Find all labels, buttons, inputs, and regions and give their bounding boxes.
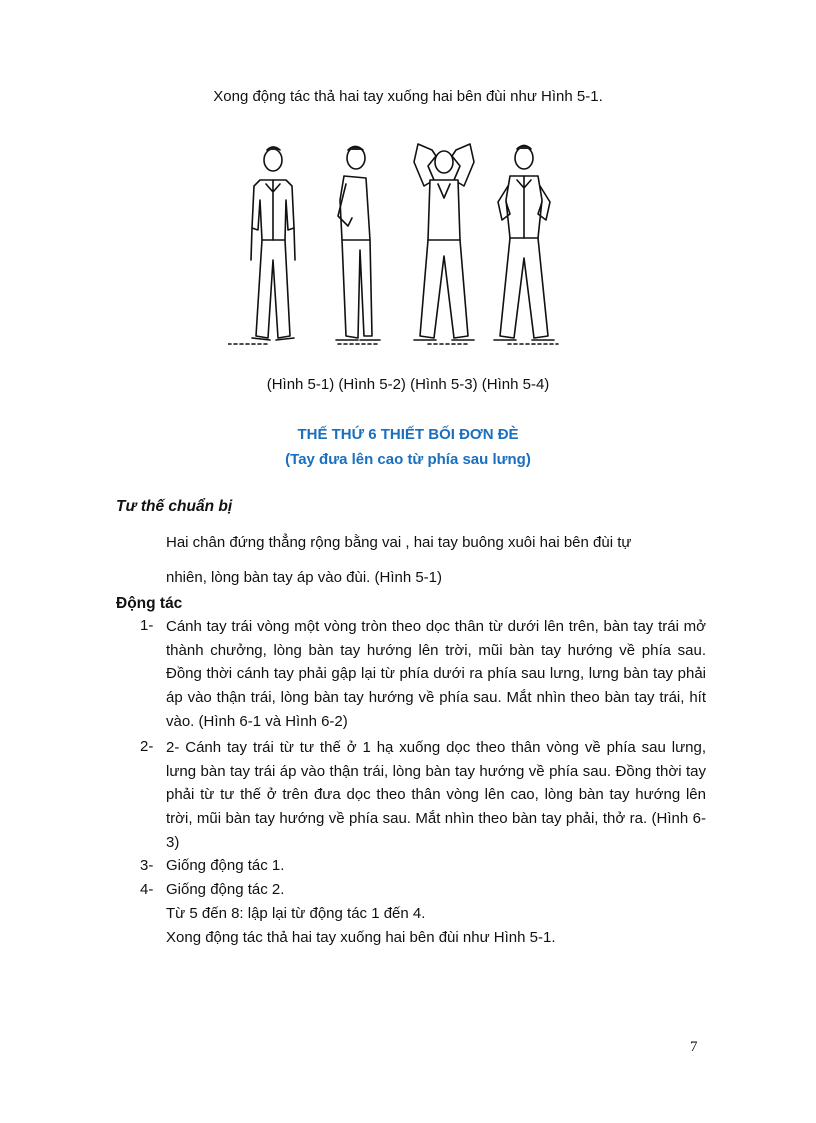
closing-line: Xong động tác thả hai tay xuống hai bên đùi như Hình 5-1. bbox=[166, 929, 556, 946]
preparation-heading: Tư thế chuẩn bị bbox=[116, 498, 233, 515]
figure-5-1 bbox=[251, 147, 295, 340]
section-subtitle: (Tay đưa lên cao từ phía sau lưng) bbox=[285, 451, 531, 468]
figure-captions: (Hình 5-1) (Hình 5-2) (Hình 5-3) (Hình 5-4) bbox=[266, 376, 550, 393]
item-number: 3- bbox=[140, 857, 154, 874]
item-number: 1- bbox=[140, 617, 154, 634]
preparation-line-2: nhiên, lòng bàn tay áp vào đùi. (Hình 5-1) bbox=[166, 569, 443, 586]
figure-5-4 bbox=[494, 146, 554, 341]
four-standing-men-illustration-icon bbox=[228, 140, 578, 348]
item-text: 2- Cánh tay trái từ tư thế ở 1 hạ xuống dọc theo thân vòng về phía sau lưng, lưng bàn tay trái áp vào thận trái, lòng bàn tay hướng về phía sau. Đồng thời tay phải từ tư thế ở trên đưa dọc theo thân vòng lên cao, lòng bàn tay hướng lên trời, mũi bàn tay hướng về phía sau. Mắt nhìn theo bàn tay phải, thở ra. (Hình 6-3) bbox=[166, 739, 706, 851]
section-title: THẾ THỨ 6 THIẾT BỐI ĐƠN ĐÈ bbox=[297, 426, 519, 443]
preparation-line-1: Hai chân đứng thẳng rộng bằng vai , hai tay buông xuôi hai bên đùi tự bbox=[166, 534, 632, 551]
item-text: Giống động tác 2. bbox=[166, 881, 285, 898]
intro-line: Xong động tác thả hai tay xuống hai bên đùi như Hình 5-1. bbox=[213, 88, 603, 105]
figure-5-2 bbox=[336, 147, 380, 341]
actions-heading: Động tác bbox=[116, 595, 183, 612]
item-text: Giống động tác 1. bbox=[166, 857, 285, 874]
repeat-line: Từ 5 đến 8: lập lại từ động tác 1 đến 4. bbox=[166, 905, 426, 922]
item-text: Cánh tay trái vòng một vòng tròn theo dọc thân từ dưới lên trên, bàn tay trái mở thành chưởng, lòng bàn tay hướng lên trời, mũi bàn tay hướng về phía sau. Đồng thời cánh tay phải gập lại từ phía dưới ra phía sau lưng, lưng bàn tay phải áp vào thận trái, lòng bàn tay hướng về phía sau. Mắt nhìn theo bàn tay trái, hít vào. (Hình 6-1 và Hình 6-2) bbox=[166, 618, 706, 730]
page-number: 7 bbox=[690, 1039, 698, 1055]
item-number: 4- bbox=[140, 881, 154, 898]
exercise-figures bbox=[228, 140, 578, 348]
item-number: 2- bbox=[140, 738, 154, 755]
figure-5-3 bbox=[414, 144, 474, 340]
